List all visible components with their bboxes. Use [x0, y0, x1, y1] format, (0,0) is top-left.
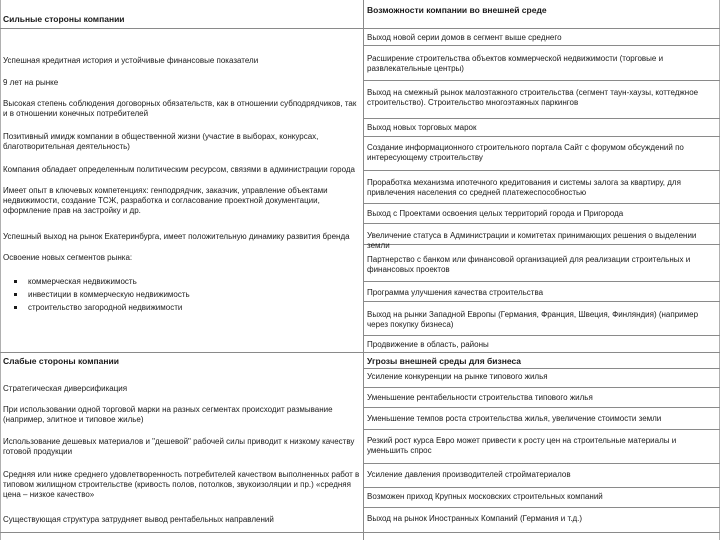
weaknesses-header: Слабые стороны компании [3, 356, 119, 366]
row-divider [363, 223, 720, 224]
row-divider [363, 487, 720, 488]
row-divider [363, 170, 720, 171]
weakness-item: При использовании одной торговой марки на разных сегментах происходит размывание (например, элитное и типовое жилье) [3, 405, 333, 424]
strength-item: Высокая степень соблюдения договорных обязательств, как в отношении субподрядчиков, так и в отношении конечных потребителей [3, 99, 357, 118]
opportunity-item: Выход новой серии домов в сегмент выше среднего [367, 33, 562, 42]
row-divider [363, 335, 720, 336]
segment-list [14, 277, 354, 316]
row-divider [363, 407, 720, 408]
row-divider [363, 136, 720, 137]
weakness-item: Средняя или ниже среднего удовлетворенность потребителей качеством выполненных работ в типовом жилищном строительстве (кривость полов, потолков, звукоизоляции и пр.) «средняя цена – низкое качество» [3, 470, 360, 499]
threat-item: Усиление давления производителей стройматериалов [367, 470, 571, 479]
strength-item: Освоение новых сегментов рынка: [3, 253, 133, 262]
segment-label: строительство загородной недвижимости [28, 303, 183, 312]
bullet-icon [14, 306, 17, 309]
opportunity-item: Продвижение в область, районы [367, 340, 489, 349]
section-divider [0, 352, 720, 353]
threat-item: Резкий рост курса Евро может привести к росту цен на строительные материалы и уменьшить спрос [367, 436, 677, 455]
weakness-item: Стратегическая диверсификация [3, 384, 128, 393]
threat-item: Возможен приход Крупных московских строительных компаний [367, 492, 603, 501]
column-divider [363, 0, 364, 540]
strength-item: Компания обладает определенным политическим ресурсом, связями в администрации города [3, 165, 355, 174]
opportunity-item: Выход на рынки Западной Европы (Германия, Франция, Швеция, Финляндия) (например через покупку бизнеса) [367, 310, 699, 329]
row-divider [363, 203, 720, 204]
row-divider [363, 463, 720, 464]
opportunity-item: Партнерство с банком или финансовой организацией для реализации строительных и финансовых проектов [367, 255, 691, 274]
row-divider [363, 118, 720, 119]
opportunity-item: Выход на смежный рынок малоэтажного строительства (сегмент таун-хаузы, коттеджное строительство). Строительство многоэтажных паркингов [367, 88, 699, 107]
row-divider [363, 507, 720, 508]
row-divider [363, 387, 720, 388]
row-divider [363, 368, 720, 369]
table-border-bottom [0, 532, 720, 533]
strengths-header: Сильные стороны компании [3, 14, 125, 24]
opportunity-item: Выход с Проектами освоения целых территорий города и Пригорода [367, 209, 624, 218]
threat-item: Усиление конкуренции на рынке типового жилья [367, 372, 548, 381]
threat-item: Уменьшение рентабельности строительства типового жилья [367, 393, 593, 402]
threat-item: Уменьшение темпов роста строительства жилья, увеличение стоимости земли [367, 414, 662, 423]
threats-header: Угрозы внешней среды для бизнеса [367, 356, 522, 366]
row-divider [363, 45, 720, 46]
opportunity-item: Создание информационного строительного портала Сайт с форумом обсуждений по интересующему строительству [367, 143, 684, 162]
bullet-icon [14, 293, 17, 296]
bullet-icon [14, 280, 17, 283]
strength-item: Успешный выход на рынок Екатеринбурга, имеет положительную динамику развития бренда [3, 232, 350, 241]
opportunity-item: Увеличение статуса в Администрации и комитетах принимающих решения о выделении земли [367, 231, 697, 250]
opportunity-item: Расширение строительства объектов коммерческой недвижимости (торговые и развлекательные центры) [367, 54, 664, 73]
opportunity-item: Выход новых торговых марок [367, 123, 477, 132]
row-divider [363, 281, 720, 282]
opportunity-item: Проработка механизма ипотечного кредитования и системы залога за квартиру, для привлечения населения со средней платежеспособностью [367, 178, 681, 197]
opportunity-item: Программа улучшения качества строительства [367, 288, 544, 297]
segment-item [14, 290, 354, 303]
segment-label: коммерческая недвижимость [28, 277, 137, 286]
header-row-divider [0, 28, 720, 29]
strength-item: Успешная кредитная история и устойчивые финансовые показатели [3, 56, 259, 65]
row-divider [363, 429, 720, 430]
weakness-item: Существующая структура затрудняет вывод рентабельных направлений [3, 515, 274, 524]
segment-item [14, 303, 354, 316]
threat-item: Выход на рынок Иностранных Компаний (Германия и т.д.) [367, 514, 582, 523]
row-divider [363, 301, 720, 302]
weakness-item: Использование дешевых материалов и "дешевой" рабочей силы приводит к низкому качеству готовой продукции [3, 437, 355, 456]
opportunities-header: Возможности компании во внешней среде [367, 5, 547, 15]
strength-item: 9 лет на рынке [3, 78, 59, 87]
row-divider [363, 80, 720, 81]
strength-item: Имеет опыт в ключевых компетенциях: генподрядчик, заказчик, управление объектами недвижимости, создание ТСЖ, разработка и согласование проектной документации, оформление прав на застройку и др. [3, 186, 328, 215]
segment-item [14, 277, 354, 290]
segment-label: инвестиции в коммерческую недвижимость [28, 290, 190, 299]
strength-item: Позитивный имидж компании в общественной жизни (участие в выборах, конкурсах, благотворительная деятельность) [3, 132, 319, 151]
table-border-left [0, 0, 1, 540]
